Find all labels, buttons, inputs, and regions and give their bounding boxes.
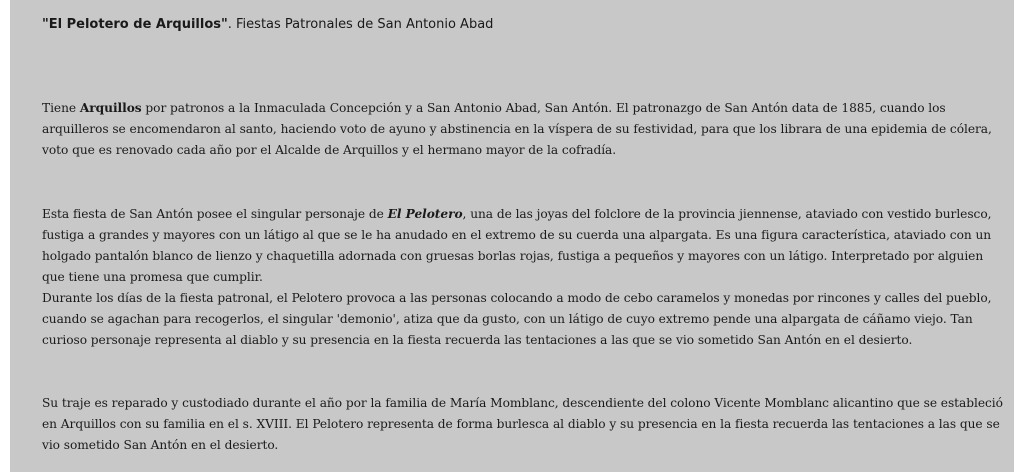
paragraph-text: Tiene <box>42 101 80 115</box>
paragraph-text: , una de las joyas del folclore de la provincia jiennense, ataviado con vestido burlesco, fustiga a grandes y mayores con un látigo al que se le ha anudado en el extremo de su cuerda una alpargata. Es una figura característica, ataviado con un holgado pantalón blanco de lienzo y chaquetilla adornada con gruesas borlas rojas, fustiga a pequeños y mayores con un látigo. Interpretado por alguien que tiene una promesa que cumplir. <box>42 207 992 284</box>
paragraph-text: por patronos a la Inmaculada Concepción y a San Antonio Abad, San Antón. El patronazgo de San Antón data de 1885, cuando los arquilleros se encomendaron al santo, haciendo voto de ayuno y abstinencia en la víspera de su festividad, para que los librara de una epidemia de cólera, voto que es renovado cada año por el Alcalde de Arquillos y el hermano mayor de la cofradía. <box>42 101 992 157</box>
paragraph-text: Su traje es reparado y custodiado durante el año por la familia de María Momblanc, descendiente del colono Vicente Momblanc alicantino que se estableció en Arquillos con su familia en el s. XVIII. El Pelotero representa de forma burlesca al diablo y su presencia en la fiesta recuerda las tentaciones a las que se vio sometido San Antón en el desierto. <box>42 396 1003 452</box>
article-title <box>42 16 493 34</box>
town-name: Arquillos <box>79 101 142 115</box>
paragraph-costume <box>42 393 1006 456</box>
article-title-rest: . Fiestas Patronales de San Antonio Abad <box>227 17 494 32</box>
paragraph-text: Durante los días de la fiesta patronal, el Pelotero provoca a las personas colocando a modo de cebo caramelos y monedas por rincones y calles del pueblo, cuando se agachan para recogerlos, el singular 'demonio', atiza que da gusto, con un látigo de cuyo extremo pende una alpargata de cáñamo viejo. Tan curioso personaje representa al diablo y su presencia en la fiesta recuerda las tentaciones a las que se vio sometido San Antón en el desierto. <box>42 291 992 347</box>
article-panel <box>10 0 1014 472</box>
paragraph-text: Esta fiesta de San Antón posee el singular personaje de <box>42 207 388 221</box>
paragraph-pelotero <box>42 204 1006 351</box>
character-name: El Pelotero <box>387 207 463 221</box>
paragraph-patronage <box>42 98 1006 161</box>
article-title-bold: "El Pelotero de Arquillos" <box>42 17 228 32</box>
